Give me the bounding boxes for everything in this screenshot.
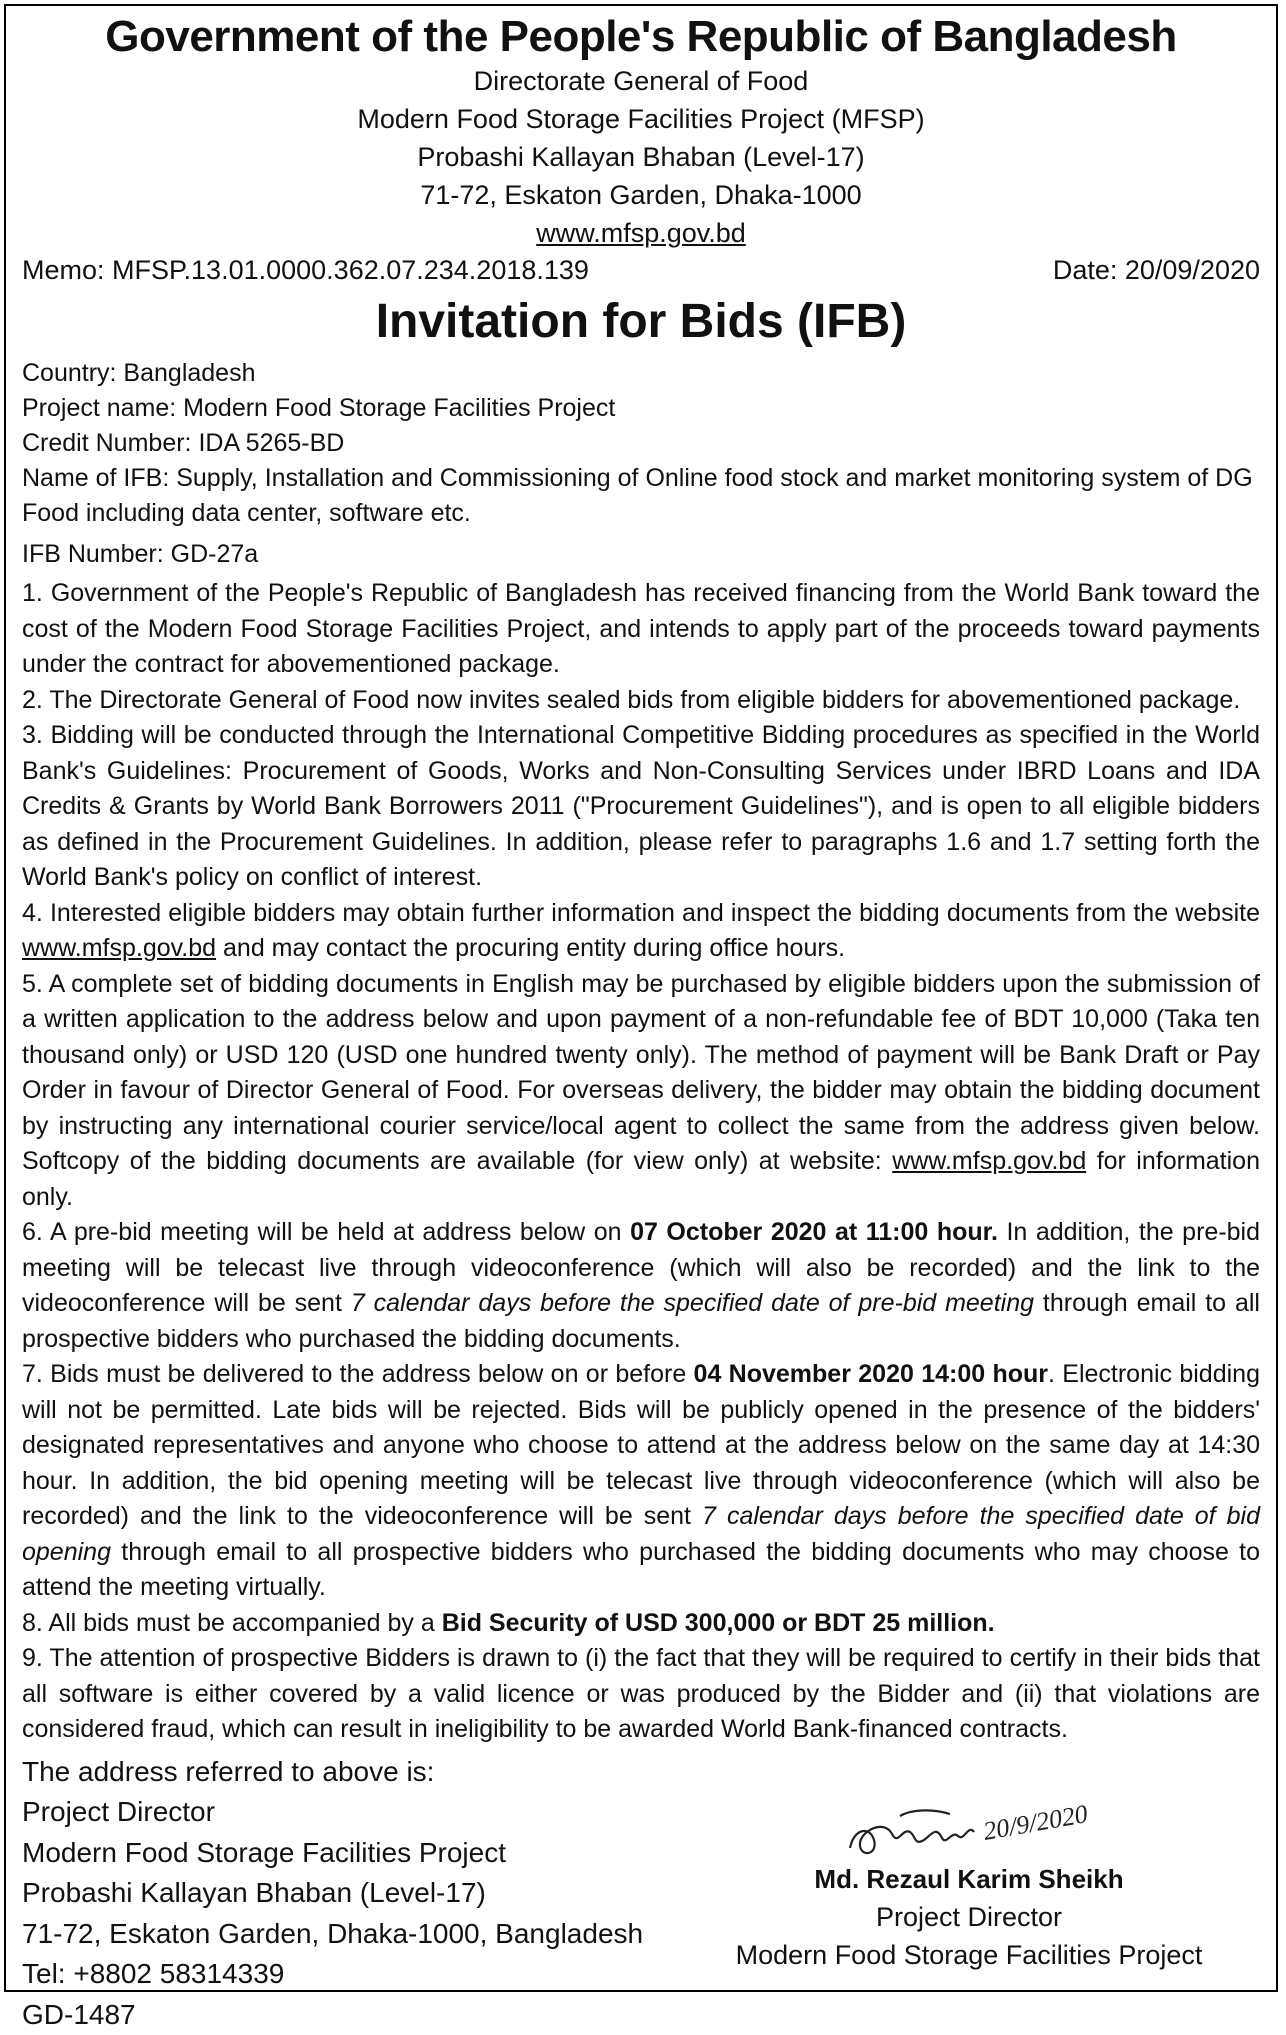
paragraph-1: 1. Government of the People's Republic of Bangladesh has received financing from the World Bank toward the cost of the Modern Food Storage Facilities Project, and intends to apply part of the proceeds toward payments under the contract for abovementioned package. xyxy=(22,576,1260,683)
paragraph-7-text-b: . Electronic bidding will not be permitted. Late bids will be rejected. Bids will be publicly opened in the presence of the bidders' designated representatives and anyone who choose to attend at the address below on the same day at 14:30 hour. In addition, the bid opening meeting will be telecast live through videoconference (which will also be recorded) and the link to the videoconference will be sent xyxy=(22,1360,1260,1530)
paragraph-5-text-b: for information only. xyxy=(22,1147,1260,1211)
paragraph-9: 9. The attention of prospective Bidders is drawn to (i) the fact that they will be required to certify in their bids that all software is either covered by a valid licence or was produced by the Bidder and (ii) that violations are considered fraud, which can result in ineligibility to be awarded World Bank-financed contracts. xyxy=(22,1641,1260,1748)
signatory-block xyxy=(734,1860,1204,1974)
meta-ifb-number: IFB Number: GD-27a xyxy=(22,537,1260,572)
paragraph-6-text-c: through email to all prospective bidders who purchased the bidding documents. xyxy=(22,1289,1260,1353)
paragraph-6-text-b: In addition, the pre-bid meeting will be telecast live through videoconference (which will also be recorded) and the link to the videoconference will be sent xyxy=(22,1218,1260,1317)
paragraph-8 xyxy=(22,1606,1260,1642)
paragraph-3: 3. Bidding will be conducted through the International Competitive Bidding procedures as specified in the World Bank's Guidelines: Procurement of Goods, Works and Non-Consulting Services under IBRD Loans and IDA Credits & Grants by World Bank Borrowers 2011 ("Procurement Guidelines"), and is open to all eligible bidders as defined in the Procurement Guidelines. In addition, please refer to paragraphs 1.6 and 1.7 setting forth the World Bank's policy on conflict of interest. xyxy=(22,718,1260,896)
paragraph-5-text-a: 5. A complete set of bidding documents in English may be purchased by eligible bidders upon the submission of a written application to the address below and upon payment of a non-refundable fee of BDT 10,000 (Taka ten thousand only) or USD 120 (USD one hundred twenty only). The method of payment will be Bank Draft or Pay Order in favour of Director General of Food. For overseas delivery, the bidder may obtain the bidding document by instructing any international courier service/local agent to collect the same from the address given below. Softcopy of the bidding documents are available (for view only) at website: xyxy=(22,970,1260,1176)
signatory-project: Modern Food Storage Facilities Project xyxy=(734,1936,1204,1974)
signature-date: 20/9/2020 xyxy=(981,1799,1090,1846)
signatory-designation: Project Director xyxy=(734,1898,1204,1936)
paragraph-4 xyxy=(22,896,1260,967)
header-line-building: Probashi Kallayan Bhaban (Level-17) xyxy=(22,138,1260,176)
memo-row xyxy=(22,252,1260,288)
meta-ifb-name: Name of IFB: Supply, Installation and Commissioning of Online food stock and market monitoring system of DG Food including data center, software etc. xyxy=(22,461,1260,531)
ifb-body xyxy=(22,576,1260,1748)
address-line-1: Project Director xyxy=(22,1792,1260,1833)
ifb-meta xyxy=(22,356,1260,572)
paragraph-8-bid-security: Bid Security of USD 300,000 or BDT 25 million. xyxy=(442,1609,995,1637)
paragraph-7 xyxy=(22,1357,1260,1606)
paragraph-4-text-a: 4. Interested eligible bidders may obtain further information and inspect the bidding documents from the website xyxy=(22,899,1260,927)
paragraph-2: 2. The Directorate General of Food now invites sealed bids from eligible bidders for abovementioned package. xyxy=(22,683,1260,719)
paragraph-7-text-c: through email to all prospective bidders who purchased the bidding documents who may choose to attend the meeting virtually. xyxy=(22,1538,1260,1602)
paragraph-6-prebid-date: 07 October 2020 at 11:00 hour. xyxy=(630,1218,998,1246)
paragraph-6-italic: 7 calendar days before the specified date of pre-bid meeting xyxy=(351,1289,1034,1317)
paragraph-5-website-link[interactable]: www.mfsp.gov.bd xyxy=(892,1147,1086,1175)
header-line-directorate: Directorate General of Food xyxy=(22,62,1260,100)
paragraph-4-website-link[interactable]: www.mfsp.gov.bd xyxy=(22,934,216,962)
meta-country: Country: Bangladesh xyxy=(22,356,1260,391)
header-line-address: 71-72, Eskaton Garden, Dhaka-1000 xyxy=(22,176,1260,214)
paragraph-4-text-b: and may contact the procuring entity during office hours. xyxy=(216,934,845,962)
paragraph-8-text-a: 8. All bids must be accompanied by a xyxy=(22,1609,442,1637)
memo-number: Memo: MFSP.13.01.0000.362.07.234.2018.139 xyxy=(22,252,589,288)
paragraph-6 xyxy=(22,1215,1260,1357)
paragraph-7-text-a: 7. Bids must be delivered to the address below on or before xyxy=(22,1360,694,1388)
paragraph-7-deadline: 04 November 2020 14:00 hour xyxy=(694,1360,1048,1388)
reference-number: GD-1487 xyxy=(22,1995,1260,2035)
signatory-name: Md. Rezaul Karim Sheikh xyxy=(734,1860,1204,1898)
meta-credit-number: Credit Number: IDA 5265-BD xyxy=(22,426,1260,461)
address-line-3: Probashi Kallayan Bhaban (Level-17) xyxy=(22,1873,1260,1914)
address-line-4: 71-72, Eskaton Garden, Dhaka-1000, Bangladesh xyxy=(22,1914,1260,1955)
address-line-2: Modern Food Storage Facilities Project xyxy=(22,1833,1260,1874)
memo-date: Date: 20/09/2020 xyxy=(1053,252,1260,288)
paragraph-5 xyxy=(22,967,1260,1216)
address-phone: Tel: +8802 58314339 xyxy=(22,1954,1260,1995)
address-section xyxy=(22,1752,1260,2035)
paragraph-7-italic: 7 calendar days before the specified date of bid opening xyxy=(22,1502,1260,1566)
header-website-link[interactable]: www.mfsp.gov.bd xyxy=(536,218,746,248)
header-line-project: Modern Food Storage Facilities Project (MFSP) xyxy=(22,100,1260,138)
meta-project-name: Project name: Modern Food Storage Facilities Project xyxy=(22,391,1260,426)
paragraph-6-text-a: 6. A pre-bid meeting will be held at address below on xyxy=(22,1218,630,1246)
ifb-title: Invitation for Bids (IFB) xyxy=(22,290,1260,354)
address-intro: The address referred to above is: xyxy=(22,1752,1260,1793)
government-title: Government of the People's Republic of Bangladesh xyxy=(22,12,1260,62)
ifb-notice xyxy=(4,4,1278,1992)
handwritten-signature xyxy=(840,1788,1140,1868)
